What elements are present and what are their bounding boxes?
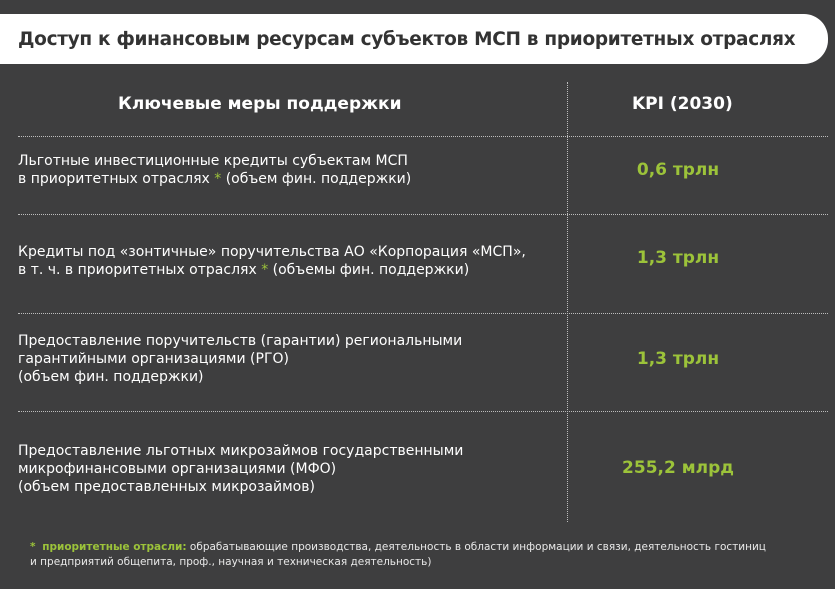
kpi-header: KPI (2030) [632,94,733,114]
measure-row-1 [18,152,563,188]
star-mark: * [214,171,222,187]
measure-line [18,170,563,188]
measure-line: гарантийными организациями (РГО) [18,351,289,367]
measure-row-4 [18,442,563,496]
measure-row-3 [18,332,563,386]
measure-text: в приоритетных отраслях [18,171,215,187]
row-divider [18,136,828,137]
footnote-line: и предприятий общепита, проф., научная и техническая деятельность) [30,556,432,568]
measure-line: Предоставление поручительств (гарантии) региональными [18,333,463,349]
measures-header: Ключевые меры поддержки [118,94,402,114]
page-title: Доступ к финансовым ресурсам субъектов МСП в приоритетных отраслях [18,28,796,50]
kpi-value-4: 255,2 млрд [622,458,734,478]
footnote-line [30,540,820,555]
measure-text: (объемы фин. поддержки) [268,262,470,278]
measure-text: (объем фин. поддержки) [221,171,412,187]
kpi-value-2: 1,3 трлн [636,248,720,268]
kpi-value-3: 1,3 трлн [636,349,720,369]
kpi-value-1: 0,6 трлн [636,160,720,180]
measure-line: Льготные инвестиционные кредиты субъектам МСП [18,153,408,169]
row-divider [18,411,828,412]
measure-line: микрофинансовыми организациями (МФО) [18,461,337,477]
title-bar [0,14,828,64]
measure-line: (объем предоставленных микрозаймов) [18,479,315,495]
measure-text: в т. ч. в приоритетных отраслях [18,262,262,278]
footnote [30,540,820,570]
row-divider [18,313,828,314]
row-divider [18,214,828,215]
footnote-label: приоритетные отрасли: [42,541,187,553]
measure-line [18,261,563,279]
measure-row-2 [18,243,563,279]
measure-line: Кредиты под «зонтичные» поручительства АО «Корпорация «МСП», [18,244,526,260]
star-mark: * [261,262,269,278]
footnote-star: * [30,541,36,553]
footnote-text: обрабатывающие производства, деятельность в области информации и связи, деятельность гостиниц [186,541,766,553]
column-divider [567,82,568,522]
measure-line: Предоставление льготных микрозаймов государственными [18,443,464,459]
measure-line: (объем фин. поддержки) [18,369,204,385]
